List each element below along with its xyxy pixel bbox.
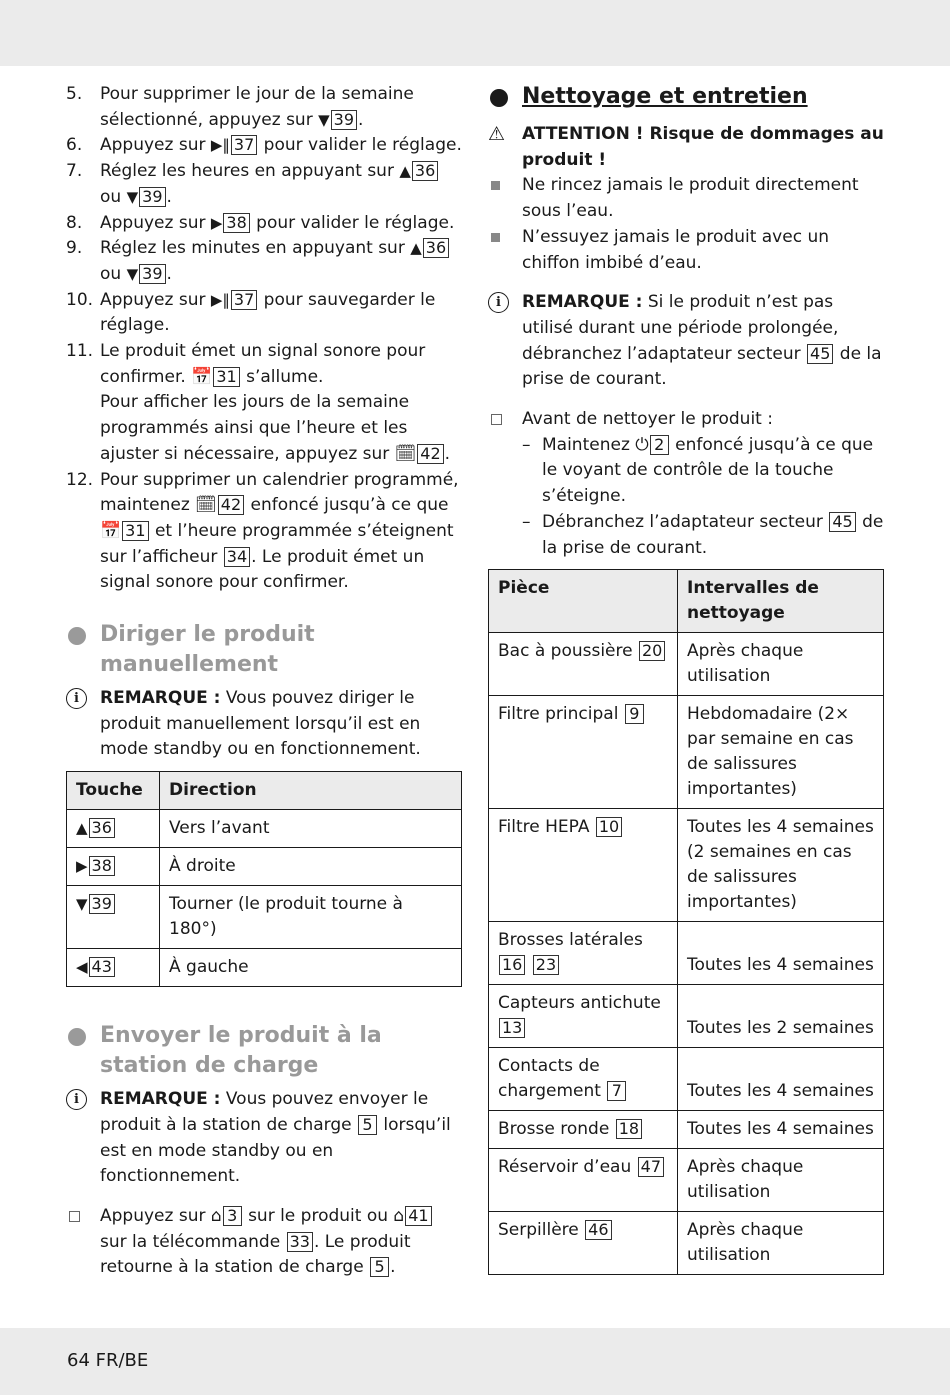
ref-number: 36 — [89, 818, 115, 838]
step-item: 6. Appuyez sur ▶‖ 37 pour valider le réglage. — [66, 135, 462, 156]
ref-number: 45 — [807, 344, 833, 364]
home-icon: ⌂ — [210, 1205, 222, 1226]
warning-triangle-icon: ⚠ — [488, 123, 506, 145]
note-manual: i REMARQUE : Vous pouvez diriger le produit manuellement lorsqu’il est en mode standby ou en fonctionnement. — [66, 686, 464, 763]
button-symbol-icon: ▲ — [410, 239, 422, 258]
direction-cell: À gauche — [160, 949, 462, 987]
button-symbol-icon: ▼ — [126, 264, 139, 283]
table-row — [67, 848, 462, 886]
bullet-dot-icon — [68, 627, 86, 645]
info-icon: i — [488, 292, 509, 313]
ref-number: 43 — [89, 957, 115, 977]
ref-number: 18 — [616, 1119, 642, 1139]
ref-number: 16 — [499, 955, 525, 975]
ref-number: 39 — [331, 110, 357, 130]
table-header: Touche — [67, 772, 160, 810]
button-symbol-icon: ▶ — [210, 213, 223, 232]
info-icon: i — [66, 688, 87, 709]
table-row — [489, 985, 884, 1048]
button-symbol-icon: ◀ — [76, 958, 88, 977]
interval-cell: Après chaque utilisation — [678, 633, 884, 696]
bullet-dot-icon — [68, 1028, 86, 1046]
interval-cell: Hebdomadaire (2× par semaine en cas de salissures importantes) — [678, 696, 884, 809]
table-row — [489, 1111, 884, 1149]
sub-step-1: – Maintenez ⏻ 2 enfoncé jusqu’à ce que le voyant de contrôle de la touche s’éteigne. — [522, 434, 874, 507]
piece-cell: Contacts de chargement 7 — [489, 1048, 678, 1111]
interval-cell: Toutes les 4 semaines — [678, 922, 884, 985]
table-row — [489, 922, 884, 985]
ref-number: 13 — [499, 1018, 525, 1038]
ref-number: 37 — [231, 135, 257, 155]
ref-number: 47 — [638, 1157, 664, 1177]
ref-number: 46 — [585, 1220, 611, 1240]
bullet-item: N’essuyez jamais le produit avec un chiffon imbibé d’eau. — [488, 225, 886, 276]
interval-cell: Toutes les 4 semaines (2 semaines en cas de salissures importantes) — [678, 809, 884, 922]
square-bullet-icon — [491, 181, 500, 190]
direction-cell: À droite — [160, 848, 462, 886]
checkbox-icon — [69, 1211, 80, 1222]
step-12: 12. Pour supprimer un calendrier programmé, maintenez 🗓 42 enfoncé jusqu’à ce que 📅 31 et l’heure programmée s’éteignent sur l’afficheur 34 . Le produit émet un signal sonore pour confirmer. — [66, 469, 459, 593]
piece-cell: Serpillère 46 — [489, 1212, 678, 1275]
steps-list — [66, 82, 464, 339]
warning-bullets — [488, 173, 886, 276]
table-row — [489, 696, 884, 809]
bullet-item: Ne rincez jamais le produit directement sous l’eau. — [488, 173, 886, 224]
interval-cell: Toutes les 4 semaines — [678, 1111, 884, 1149]
ref-number: 33 — [287, 1232, 313, 1252]
ref-number: 23 — [533, 955, 559, 975]
calendar-icon: 📅 — [191, 366, 213, 387]
interval-cell: Après chaque utilisation — [678, 1149, 884, 1212]
step-item: 10. Appuyez sur ▶‖ 37 pour sauvegarder le réglage. — [66, 289, 436, 336]
ref-number: 42 — [417, 444, 443, 464]
right-column — [488, 82, 886, 1275]
piece-cell: Brosses latérales 16 23 — [489, 922, 678, 985]
left-column — [66, 82, 464, 1281]
ref-number: 45 — [829, 512, 855, 532]
page-number: 64 FR/BE — [67, 1350, 149, 1371]
ref-number: 34 — [224, 547, 250, 567]
table-row — [489, 809, 884, 922]
step-item: 5. Pour supprimer le jour de la semaine sélectionné, appuyez sur ▼ 39 . — [66, 84, 414, 130]
power-icon: ⏻ — [635, 434, 649, 455]
ref-number: 31 — [213, 367, 239, 387]
interval-cell: Après chaque utilisation — [678, 1212, 884, 1275]
header-band — [0, 0, 950, 66]
ref-number: 7 — [607, 1081, 626, 1101]
ref-number: 39 — [139, 187, 165, 207]
step-item: 7. Réglez les heures en appuyant sur ▲ 36 ou ▼ 39 . — [66, 159, 464, 210]
table-header: Intervalles de nettoyage — [678, 570, 884, 633]
schedule-icon: 🗓 — [195, 495, 217, 516]
table-row — [489, 1212, 884, 1275]
piece-cell: Brosse ronde 18 — [489, 1111, 678, 1149]
checkbox-icon — [491, 414, 502, 425]
sub-step-2: – Débranchez l’adaptateur secteur 45 de la prise de courant. — [522, 511, 884, 558]
piece-cell: Filtre HEPA 10 — [489, 809, 678, 922]
button-symbol-icon: ▶ — [76, 857, 88, 876]
ref-number: 2 — [650, 435, 669, 455]
ref-number: 5 — [358, 1115, 377, 1135]
ref-number: 37 — [231, 290, 257, 310]
table-row — [489, 1048, 884, 1111]
direction-key-cell — [67, 810, 160, 848]
piece-cell: Bac à poussière 20 — [489, 633, 678, 696]
ref-number: 36 — [423, 238, 449, 258]
table-row — [67, 810, 462, 848]
ref-number: 9 — [625, 704, 644, 724]
ref-number: 5 — [370, 1257, 389, 1277]
square-bullet-icon — [491, 233, 500, 242]
cleaning-table — [488, 569, 884, 1275]
section-title-manual: Diriger le produit manuellement — [66, 620, 464, 680]
direction-cell: Vers l’avant — [160, 810, 462, 848]
table-row — [489, 633, 884, 696]
schedule-icon: 🗓 — [394, 443, 417, 464]
table-row — [489, 1149, 884, 1212]
button-symbol-icon: ▲ — [399, 162, 411, 181]
interval-cell: Toutes les 4 semaines — [678, 1048, 884, 1111]
ref-number: 10 — [596, 817, 622, 837]
piece-cell: Réservoir d’eau 47 — [489, 1149, 678, 1212]
button-symbol-icon: ▼ — [126, 187, 139, 206]
warning-block: ⚠ ATTENTION ! Risque de dommages au produit ! — [488, 123, 884, 170]
direction-key-cell — [67, 886, 160, 949]
ref-number: 3 — [223, 1206, 242, 1226]
ref-number: 38 — [89, 856, 115, 876]
ref-number: 39 — [139, 264, 165, 284]
section-title-charge: Envoyer le produit à la station de charge — [66, 1021, 464, 1081]
direction-key-cell — [67, 848, 160, 886]
ref-number: 36 — [412, 161, 438, 181]
home-remote-icon: ⌂ — [393, 1205, 405, 1226]
steps-list-cont — [66, 339, 464, 596]
table-row — [67, 949, 462, 987]
table-row — [67, 886, 462, 949]
interval-cell: Toutes les 2 semaines — [678, 985, 884, 1048]
step-item: 8. Appuyez sur ▶ 38 pour valider le réglage. — [66, 212, 455, 233]
step-11: 11. Le produit émet un signal sonore pour confirmer. 📅 31 s’allume. Pour afficher les jours de la semaine programmés ainsi que l’heure et les ajuster si nécessaire, appuyez sur 🗓 42 . — [66, 341, 451, 464]
piece-cell: Capteurs antichute 13 — [489, 985, 678, 1048]
button-symbol-icon: ▶‖ — [210, 136, 230, 155]
bullet-dot-icon — [490, 89, 508, 107]
direction-key-cell — [67, 949, 160, 987]
button-symbol-icon: ▶‖ — [210, 290, 230, 309]
step-before-cleaning: Avant de nettoyer le produit : — [488, 407, 886, 433]
ref-number: 39 — [89, 894, 115, 914]
ref-number: 38 — [223, 213, 249, 233]
ref-number: 42 — [218, 495, 244, 515]
piece-cell: Filtre principal 9 — [489, 696, 678, 809]
calendar-icon: 📅 — [100, 520, 122, 541]
note-cleaning: i REMARQUE : Si le produit n’est pas utilisé durant une période prolongée, débranchez l’adaptateur secteur 45 de la prise de courant. — [488, 290, 886, 393]
button-symbol-icon: ▼ — [318, 110, 330, 129]
step-item: 9. Réglez les minutes en appuyant sur ▲ 36 ou ▼ 39 . — [66, 236, 464, 287]
ref-number: 41 — [405, 1206, 431, 1226]
section-title-cleaning: Nettoyage et entretien — [488, 82, 886, 112]
table-header: Pièce — [489, 570, 678, 633]
info-icon: i — [66, 1089, 87, 1110]
direction-table — [66, 771, 462, 987]
note-charge: i REMARQUE : Vous pouvez envoyer le produit à la station de charge 5 lorsqu’il est en mode standby ou en fonctionnement. — [66, 1087, 464, 1190]
table-header: Direction — [160, 772, 462, 810]
ref-number: 31 — [122, 521, 148, 541]
button-symbol-icon: ▼ — [76, 895, 88, 914]
step-send-home: Appuyez sur ⌂ 3 sur le produit ou ⌂ 41 sur la télécommande 33 . Le produit retourne à la station de charge 5 . — [66, 1204, 464, 1281]
button-symbol-icon: ▲ — [76, 819, 88, 838]
direction-cell: Tourner (le produit tourne à 180°) — [160, 886, 462, 949]
ref-number: 20 — [639, 641, 665, 661]
